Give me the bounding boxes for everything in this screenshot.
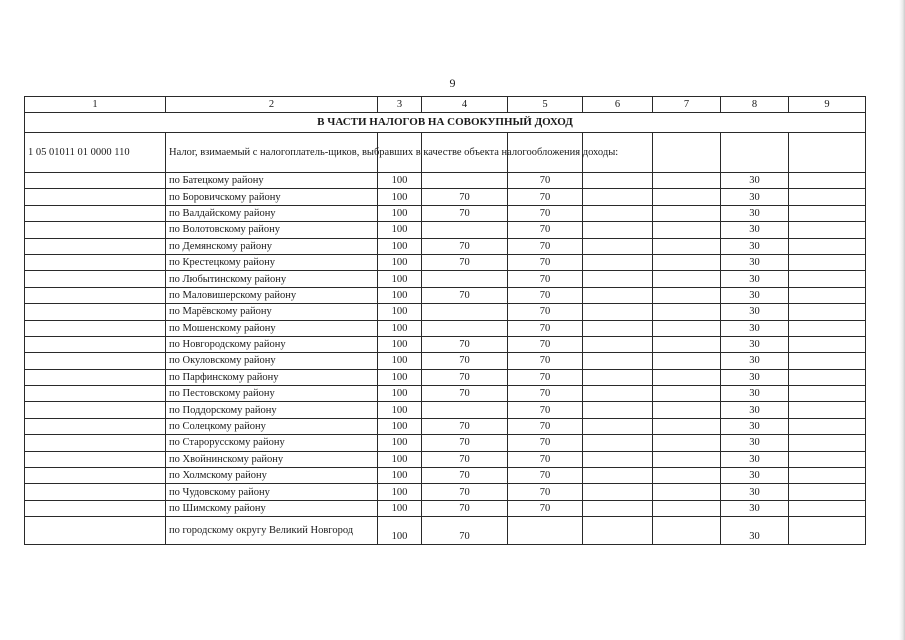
column-8-value: 30 <box>721 435 789 451</box>
column-4-value: 70 <box>422 369 508 385</box>
tax-description: Налог, взимаемый с налогоплатель-щиков, выбравших в качестве объекта налогообложения доходы: <box>166 133 378 173</box>
empty-cell <box>583 173 653 189</box>
column-5-value: 70 <box>508 336 583 352</box>
empty-cell <box>583 418 653 434</box>
district-name: по Хвойнинскому району <box>166 451 378 467</box>
column-8-value: 30 <box>721 336 789 352</box>
column-8-value: 30 <box>721 304 789 320</box>
empty-cell <box>25 484 166 500</box>
column-3-value: 100 <box>378 189 422 205</box>
district-name: по Пестовскому району <box>166 386 378 402</box>
district-name: по Боровичскому району <box>166 189 378 205</box>
empty-cell <box>789 336 866 352</box>
table-row <box>25 320 866 336</box>
column-3-value: 100 <box>378 386 422 402</box>
column-4-value: 70 <box>422 386 508 402</box>
empty-cell <box>789 238 866 254</box>
empty-cell <box>653 320 721 336</box>
table-row <box>25 418 866 434</box>
empty-cell <box>653 353 721 369</box>
empty-cell <box>25 500 166 516</box>
district-name: по Мошенскому району <box>166 320 378 336</box>
empty-cell <box>25 304 166 320</box>
empty-cell <box>653 500 721 516</box>
empty-cell <box>583 451 653 467</box>
empty-cell <box>25 369 166 385</box>
column-header-3: 3 <box>378 97 422 113</box>
column-3-value: 100 <box>378 517 422 545</box>
column-8-value: 30 <box>721 402 789 418</box>
column-8-value: 30 <box>721 468 789 484</box>
empty-cell <box>653 451 721 467</box>
empty-cell <box>583 517 653 545</box>
table-row <box>25 484 866 500</box>
empty-cell <box>653 238 721 254</box>
empty-cell <box>25 468 166 484</box>
column-5-value: 70 <box>508 468 583 484</box>
district-name: по Крестецкому району <box>166 254 378 270</box>
column-3-value: 100 <box>378 287 422 303</box>
district-name: по Маловишерскому району <box>166 287 378 303</box>
empty-cell <box>653 386 721 402</box>
empty-cell <box>789 222 866 238</box>
district-name: по Солецкому району <box>166 418 378 434</box>
column-8-value: 30 <box>721 254 789 270</box>
empty-cell <box>25 287 166 303</box>
empty-cell <box>789 451 866 467</box>
empty-cell <box>653 517 721 545</box>
empty-cell <box>25 205 166 221</box>
column-5-value: 70 <box>508 402 583 418</box>
district-name: по Шимскому району <box>166 500 378 516</box>
empty-cell <box>653 222 721 238</box>
table-row <box>25 205 866 221</box>
column-header-5: 5 <box>508 97 583 113</box>
column-5-value: 70 <box>508 304 583 320</box>
empty-cell <box>25 336 166 352</box>
column-5-value: 70 <box>508 222 583 238</box>
table-row <box>25 402 866 418</box>
column-4-value: 70 <box>422 418 508 434</box>
district-name: по Батецкому району <box>166 173 378 189</box>
column-4-value <box>422 402 508 418</box>
column-3-value: 100 <box>378 500 422 516</box>
empty-cell <box>583 484 653 500</box>
column-4-value <box>422 271 508 287</box>
column-header-7: 7 <box>653 97 721 113</box>
column-8-value: 30 <box>721 500 789 516</box>
column-4-value: 70 <box>422 287 508 303</box>
column-4-value: 70 <box>422 254 508 270</box>
column-8-value: 30 <box>721 189 789 205</box>
column-5-value: 70 <box>508 418 583 434</box>
column-8-value: 30 <box>721 484 789 500</box>
budget-classification-code: 1 05 01011 01 0000 110 <box>25 133 166 173</box>
empty-cell <box>789 435 866 451</box>
column-5-value: 70 <box>508 238 583 254</box>
district-name: по Валдайскому району <box>166 205 378 221</box>
table-row <box>25 173 866 189</box>
empty-cell <box>25 435 166 451</box>
column-8-value: 30 <box>721 287 789 303</box>
column-3-value: 100 <box>378 238 422 254</box>
empty-cell <box>583 353 653 369</box>
table-row <box>25 451 866 467</box>
column-8-value: 30 <box>721 517 789 545</box>
table-row <box>25 468 866 484</box>
empty-cell <box>583 287 653 303</box>
column-header-6: 6 <box>583 97 653 113</box>
column-4-value: 70 <box>422 517 508 545</box>
column-header-4: 4 <box>422 97 508 113</box>
empty-cell <box>653 173 721 189</box>
empty-cell <box>583 189 653 205</box>
district-name: по Новгородскому району <box>166 336 378 352</box>
column-3-value: 100 <box>378 468 422 484</box>
empty-cell <box>583 238 653 254</box>
column-8-value: 30 <box>721 271 789 287</box>
empty-cell <box>789 254 866 270</box>
column-4-value: 70 <box>422 189 508 205</box>
empty-cell <box>653 435 721 451</box>
column-4-value <box>422 304 508 320</box>
empty-cell <box>653 336 721 352</box>
empty-cell <box>789 271 866 287</box>
empty-cell <box>25 320 166 336</box>
empty-cell <box>789 468 866 484</box>
table-row <box>25 353 866 369</box>
empty-cell <box>789 418 866 434</box>
column-4-value: 70 <box>422 435 508 451</box>
section-row <box>25 113 866 133</box>
column-5-value: 70 <box>508 320 583 336</box>
column-4-value: 70 <box>422 484 508 500</box>
column-3-value: 100 <box>378 254 422 270</box>
table-row <box>25 287 866 303</box>
empty-cell <box>583 435 653 451</box>
empty-cell <box>789 353 866 369</box>
column-5-value: 70 <box>508 386 583 402</box>
column-4-value <box>422 222 508 238</box>
column-8-value: 30 <box>721 451 789 467</box>
page-number: 9 <box>449 76 456 90</box>
table-row <box>25 500 866 516</box>
table-row-city-district <box>25 517 866 545</box>
empty-cell <box>25 402 166 418</box>
empty-cell <box>789 517 866 545</box>
column-5-value <box>508 517 583 545</box>
empty-cell <box>653 205 721 221</box>
empty-cell <box>583 304 653 320</box>
column-3-value: 100 <box>378 484 422 500</box>
column-8-value: 30 <box>721 222 789 238</box>
column-5-value: 70 <box>508 500 583 516</box>
district-name: по Поддорскому району <box>166 402 378 418</box>
table-row <box>25 222 866 238</box>
column-8-value: 30 <box>721 320 789 336</box>
column-header-8: 8 <box>721 97 789 113</box>
empty-cell <box>789 386 866 402</box>
empty-cell <box>25 386 166 402</box>
empty-cell <box>653 304 721 320</box>
district-name: по Любытинскому району <box>166 271 378 287</box>
column-8-value: 30 <box>721 205 789 221</box>
empty-cell <box>25 222 166 238</box>
empty-cell <box>653 133 721 173</box>
column-4-value: 70 <box>422 500 508 516</box>
table-row <box>25 189 866 205</box>
district-name: по Парфинскому району <box>166 369 378 385</box>
table-row <box>25 238 866 254</box>
empty-cell <box>583 369 653 385</box>
table-row <box>25 386 866 402</box>
empty-cell <box>653 402 721 418</box>
column-5-value: 70 <box>508 353 583 369</box>
empty-cell <box>789 402 866 418</box>
district-name: по городскому округу Великий Новгород <box>166 517 378 545</box>
column-header-9: 9 <box>789 97 866 113</box>
column-header-1: 1 <box>25 97 166 113</box>
column-4-value <box>422 173 508 189</box>
empty-cell <box>789 304 866 320</box>
empty-cell <box>25 418 166 434</box>
tax-description-row <box>25 133 866 173</box>
column-3-value: 100 <box>378 353 422 369</box>
district-name: по Волотовскому району <box>166 222 378 238</box>
table-row <box>25 254 866 270</box>
empty-cell <box>789 320 866 336</box>
table-row <box>25 271 866 287</box>
column-3-value: 100 <box>378 320 422 336</box>
empty-cell <box>583 320 653 336</box>
district-name: по Марёвскому району <box>166 304 378 320</box>
column-5-value: 70 <box>508 254 583 270</box>
district-name: по Демянскому району <box>166 238 378 254</box>
column-5-value: 70 <box>508 451 583 467</box>
column-4-value <box>422 320 508 336</box>
empty-cell <box>789 189 866 205</box>
column-8-value: 30 <box>721 369 789 385</box>
empty-cell <box>789 369 866 385</box>
column-3-value: 100 <box>378 369 422 385</box>
column-8-value: 30 <box>721 353 789 369</box>
column-5-value: 70 <box>508 205 583 221</box>
column-3-value: 100 <box>378 435 422 451</box>
empty-cell <box>583 336 653 352</box>
empty-cell <box>653 287 721 303</box>
column-4-value: 70 <box>422 353 508 369</box>
column-5-value: 70 <box>508 369 583 385</box>
column-5-value: 70 <box>508 173 583 189</box>
empty-cell <box>583 271 653 287</box>
empty-cell <box>583 205 653 221</box>
column-3-value: 100 <box>378 205 422 221</box>
empty-cell <box>789 500 866 516</box>
column-5-value: 70 <box>508 271 583 287</box>
column-4-value: 70 <box>422 205 508 221</box>
column-3-value: 100 <box>378 173 422 189</box>
column-3-value: 100 <box>378 402 422 418</box>
column-3-value: 100 <box>378 304 422 320</box>
column-3-value: 100 <box>378 336 422 352</box>
column-3-value: 100 <box>378 451 422 467</box>
column-number-row <box>25 97 866 113</box>
empty-cell <box>583 402 653 418</box>
column-4-value: 70 <box>422 238 508 254</box>
empty-cell <box>25 254 166 270</box>
empty-cell <box>789 133 866 173</box>
column-8-value: 30 <box>721 173 789 189</box>
empty-cell <box>25 189 166 205</box>
empty-cell <box>583 254 653 270</box>
column-8-value: 30 <box>721 386 789 402</box>
column-8-value: 30 <box>721 238 789 254</box>
district-name: по Старорусскому району <box>166 435 378 451</box>
column-8-value: 30 <box>721 418 789 434</box>
table-row <box>25 369 866 385</box>
empty-cell <box>583 468 653 484</box>
empty-cell <box>653 271 721 287</box>
empty-cell <box>789 287 866 303</box>
empty-cell <box>653 189 721 205</box>
empty-cell <box>789 484 866 500</box>
column-4-value: 70 <box>422 451 508 467</box>
column-5-value: 70 <box>508 484 583 500</box>
empty-cell <box>25 451 166 467</box>
empty-cell <box>25 271 166 287</box>
column-3-value: 100 <box>378 418 422 434</box>
column-5-value: 70 <box>508 287 583 303</box>
empty-cell <box>583 500 653 516</box>
column-4-value: 70 <box>422 336 508 352</box>
empty-cell <box>25 517 166 545</box>
revenue-distribution-table <box>24 96 866 545</box>
table-row <box>25 304 866 320</box>
empty-cell <box>25 353 166 369</box>
empty-cell <box>583 222 653 238</box>
empty-cell <box>583 386 653 402</box>
table-row <box>25 336 866 352</box>
column-5-value: 70 <box>508 435 583 451</box>
scan-edge-shadow <box>899 0 905 640</box>
empty-cell <box>721 133 789 173</box>
column-4-value: 70 <box>422 468 508 484</box>
district-name: по Холмскому району <box>166 468 378 484</box>
empty-cell <box>25 238 166 254</box>
empty-cell <box>789 205 866 221</box>
column-3-value: 100 <box>378 271 422 287</box>
empty-cell <box>653 254 721 270</box>
empty-cell <box>653 484 721 500</box>
column-header-2: 2 <box>166 97 378 113</box>
empty-cell <box>653 468 721 484</box>
empty-cell <box>653 418 721 434</box>
district-name: по Окуловскому району <box>166 353 378 369</box>
column-5-value: 70 <box>508 189 583 205</box>
empty-cell <box>25 173 166 189</box>
district-name: по Чудовскому району <box>166 484 378 500</box>
column-3-value: 100 <box>378 222 422 238</box>
empty-cell <box>789 173 866 189</box>
empty-cell <box>653 369 721 385</box>
table-row <box>25 435 866 451</box>
section-title: В ЧАСТИ НАЛОГОВ НА СОВОКУПНЫЙ ДОХОД <box>25 113 866 133</box>
